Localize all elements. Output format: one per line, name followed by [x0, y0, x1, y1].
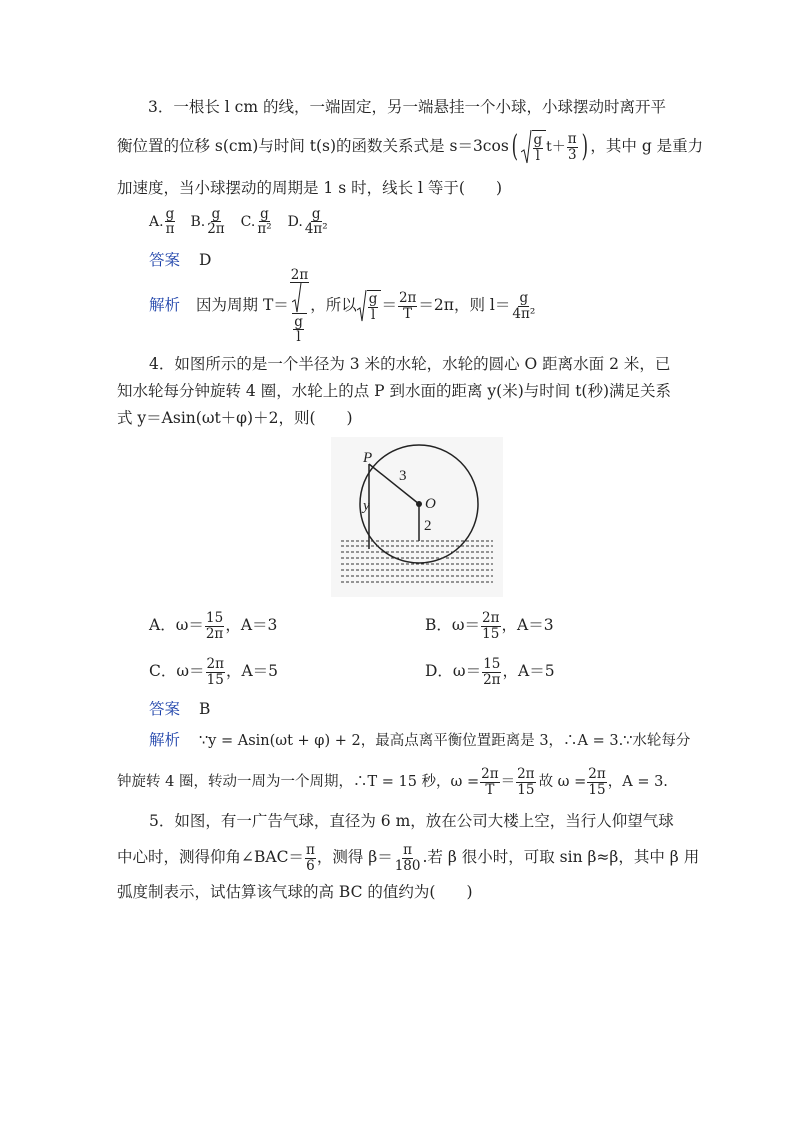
q4-option-b: B．ω＝ 2π 15 ，A＝3 — [425, 610, 554, 642]
label-y: y — [363, 498, 370, 514]
q3-options — [149, 207, 330, 236]
q4-analysis-line1 — [149, 733, 690, 749]
label-height: 2 — [424, 518, 432, 534]
label-radius: 3 — [399, 468, 407, 484]
t-plus: t＋ — [546, 139, 566, 155]
q3-line2 — [117, 127, 703, 167]
option-a: A. g π — [149, 206, 175, 238]
g-over-4pi2: g 4π² — [512, 290, 536, 322]
sqrt-g-l: g l — [357, 290, 382, 322]
q4-option-c: C．ω＝ 2π 15 ，A＝5 — [149, 656, 279, 688]
answer-value: D — [198, 251, 212, 269]
sqrt-g-over-l: g l — [521, 130, 547, 164]
q3-line2-tail: ，其中 g 是重力 — [590, 137, 704, 156]
q5-line1: 5．如图，有一广告气球，直径为 6 m，放在公司大楼上空，当行人仰望气球 — [149, 812, 674, 830]
analysis-text-b: ，所以 — [310, 296, 357, 315]
answer-label: 答案 — [149, 700, 181, 718]
analysis-label: 解析 — [149, 731, 181, 749]
pi-over-3: π 3 — [567, 131, 577, 163]
q5-line3: 弧度制表示，试估算该气球的高 BC 的值约为( ) — [117, 883, 473, 901]
analysis-text-c: ＝2π，则 l＝ — [418, 296, 511, 315]
q3-line1: 3．一根长 l cm 的线，一端固定，另一端悬挂一个小球，小球摆动时离开平 — [148, 98, 666, 116]
answer-value: B — [198, 700, 211, 718]
q5-line2: 中心时，测得仰角∠BAC＝ π 6 ，测得 β＝ π 180 .若 β 很小时，可取 sin β≈β，其中 β 用 — [117, 842, 700, 874]
analysis-text: ∵y = Asin(ωt + φ) + 2，最高点离平衡位置距离是 3，∴A = 3.∵水轮每分 — [198, 733, 691, 749]
analysis-text-a: 因为周期 T＝ — [196, 296, 289, 315]
q3-line2-text: 衡位置的位移 s(cm)与时间 t(s)的函数关系式是 s＝3cos — [117, 137, 509, 156]
q4-analysis-line2: 钟旋转 4 圈，转动一周为一个周期，∴T = 15 秒，ω = $\frac{2\pi}{T}$ ＝ 2π 15 故 ω = $\frac{2\pi}{15}$ ，A = 3. — [117, 766, 668, 798]
analysis-label: 解析 — [149, 296, 181, 315]
water-wheel-figure — [331, 437, 503, 597]
q3-analysis — [149, 266, 537, 346]
option-c: C. g π² — [240, 206, 272, 238]
answer-label: 答案 — [149, 251, 181, 269]
q4-line2: 知水轮每分钟旋转 4 圈，水轮上的点 P 到水面的距离 y(米)与时间 t(秒)满足关系 — [117, 382, 672, 400]
right-paren: ) — [581, 129, 588, 164]
q3-answer — [149, 253, 211, 269]
q4-line1: 4．如图所示的是一个半径为 3 米的水轮，水轮的圆心 O 距离水面 2 米，已 — [149, 355, 671, 373]
label-P: P — [363, 450, 373, 466]
option-d: D. g 4π² — [287, 206, 328, 238]
q4-option-d: D．ω＝ 15 2π ，A＝5 — [425, 656, 555, 688]
q4-answer — [149, 702, 210, 718]
q4-line3: 式 y＝Asin(ωt＋φ)＋2，则( ) — [117, 409, 353, 427]
option-b: B. g 2π — [190, 206, 225, 238]
label-O: O — [425, 496, 436, 512]
q4-option-a: A．ω＝ 15 2π ，A＝3 — [149, 610, 278, 642]
q3-line3: 加速度，当小球摆动的周期是 1 s 时，线长 l 等于( ) — [117, 179, 503, 197]
eq-sign: ＝ — [381, 296, 397, 315]
two-pi-over-T: 2π T — [398, 290, 417, 322]
left-paren: ( — [511, 129, 518, 164]
period-fraction: 2π g l — [290, 266, 309, 346]
center-point — [416, 501, 422, 507]
